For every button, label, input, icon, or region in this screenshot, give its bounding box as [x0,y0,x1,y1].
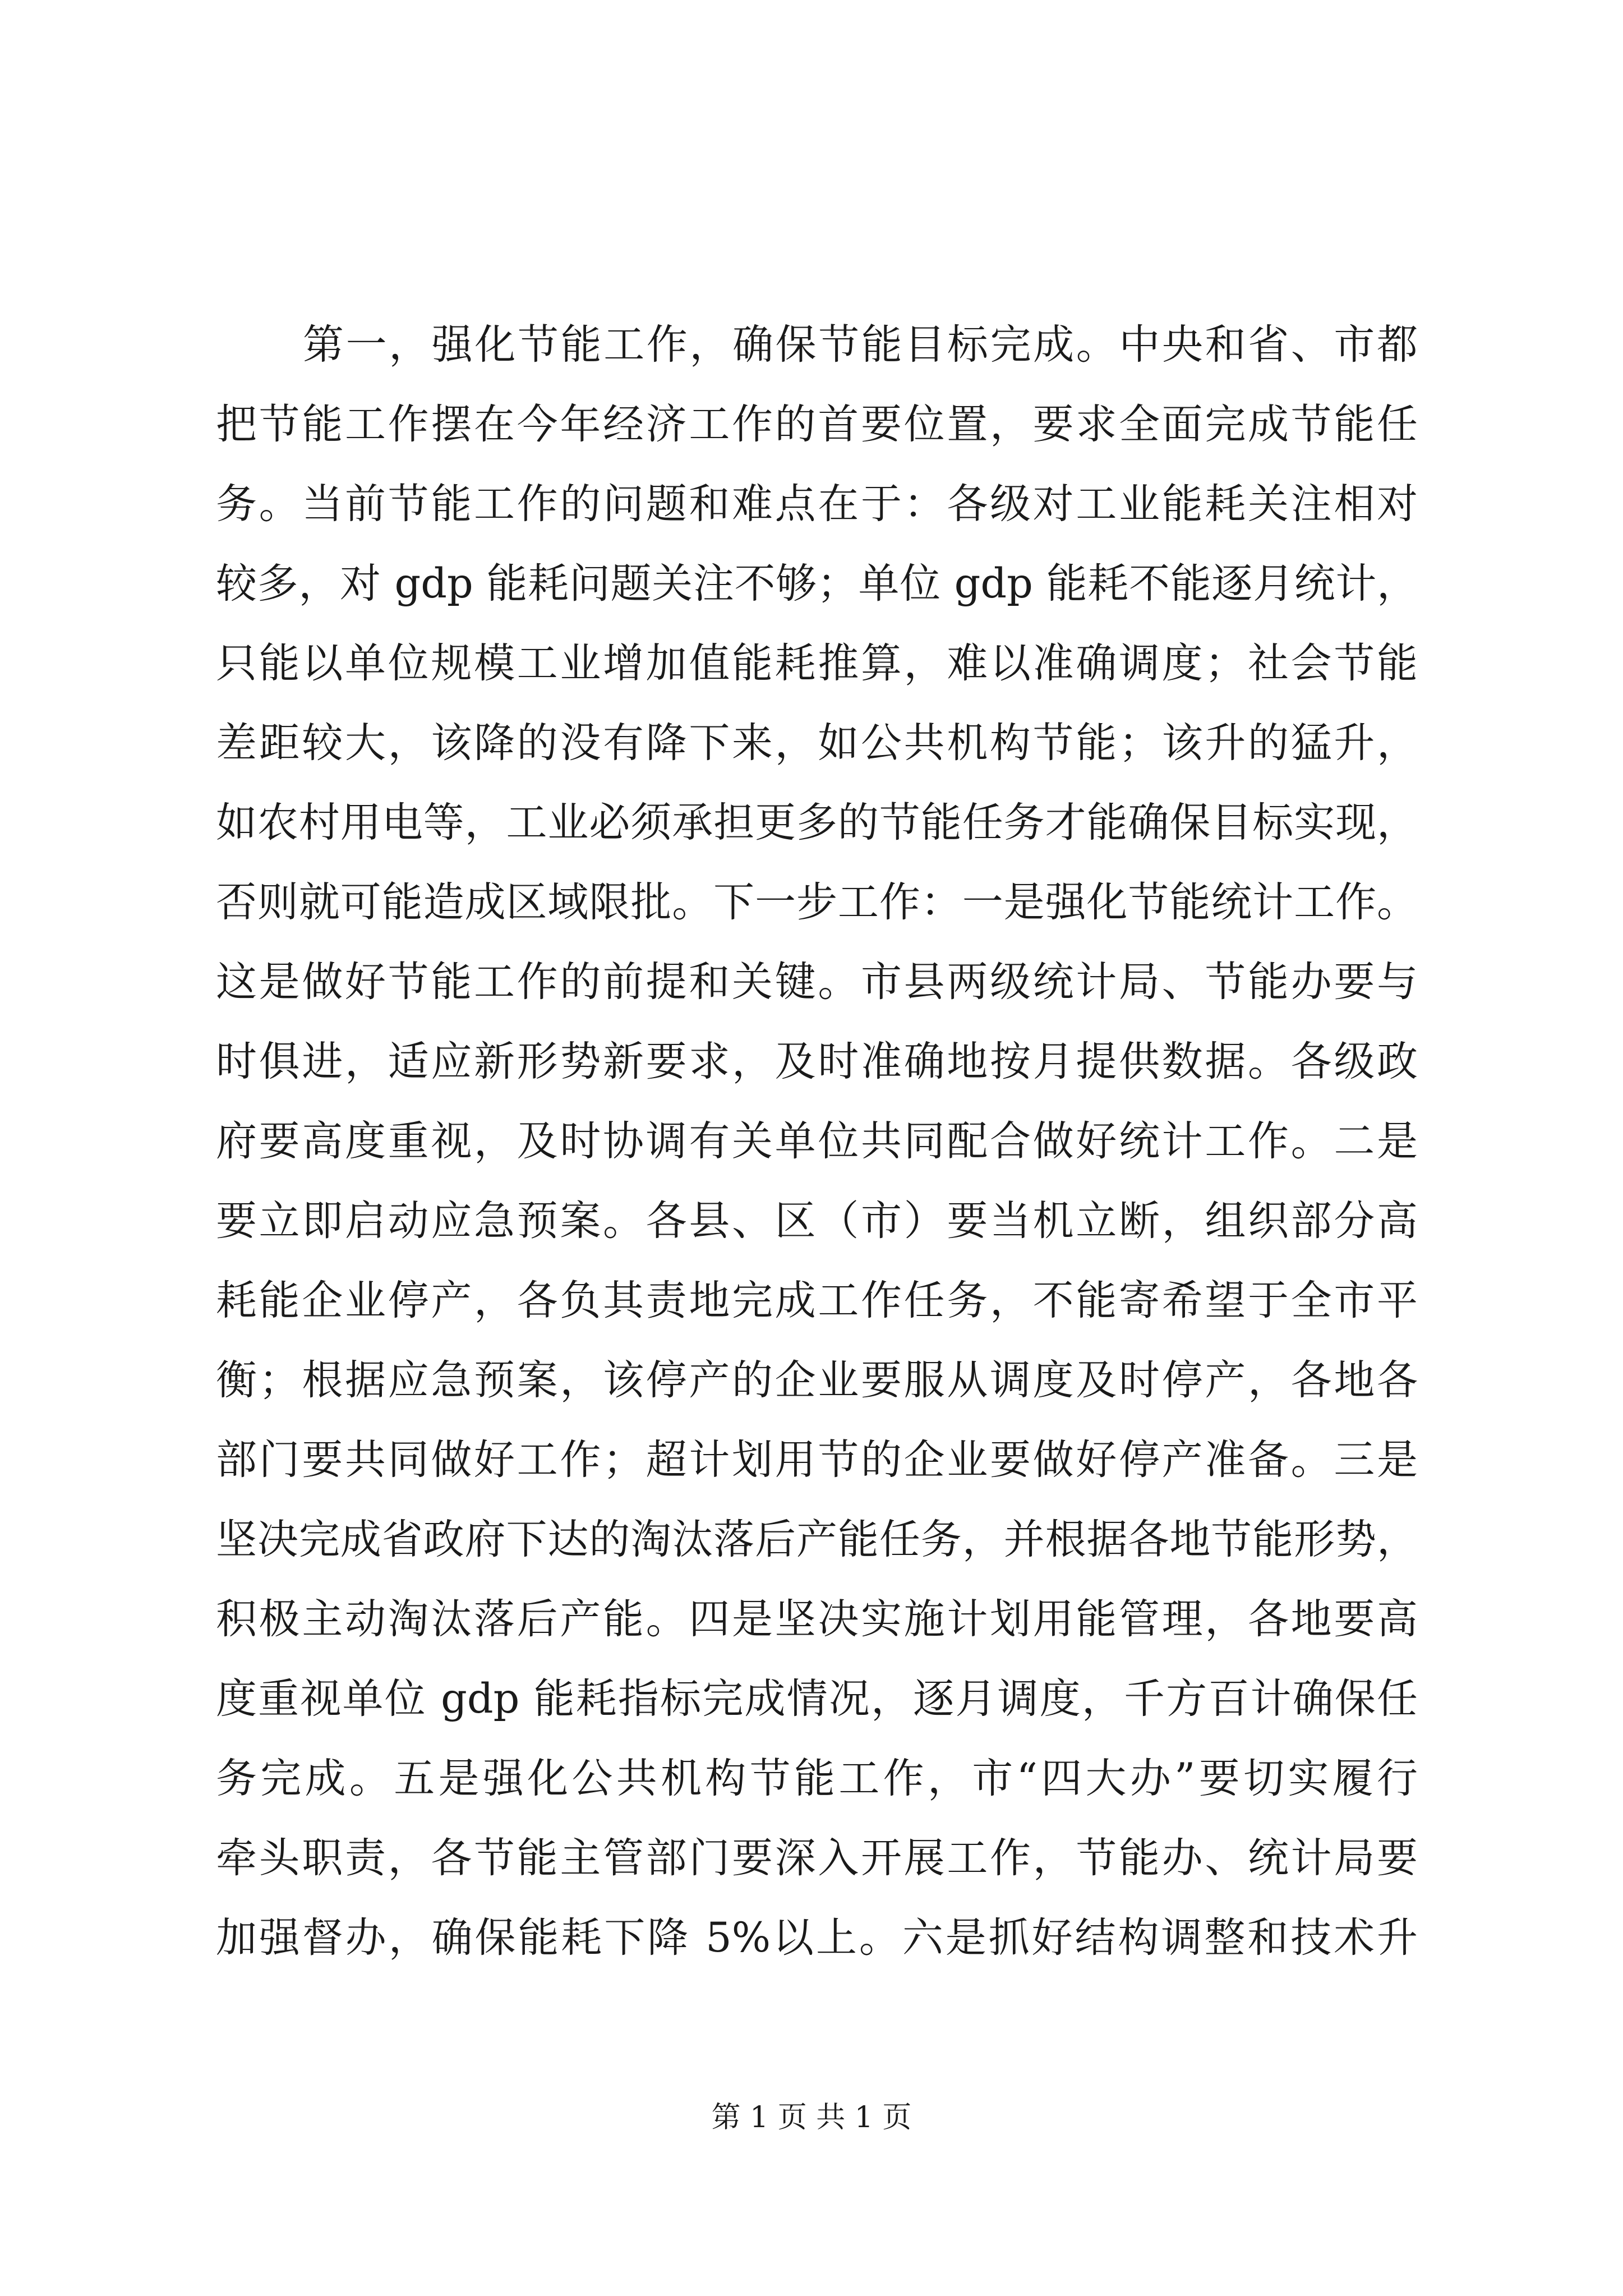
paragraph-line: 牵头职责，各节能主管部门要深入开展工作，节能办、统计局要 [216,1834,1418,1882]
paragraph-line: 务完成。五是强化公共机构节能工作，市“四大办”要切实履行 [216,1755,1418,1802]
paragraph-line: 度重视单位 gdp 能耗指标完成情况，逐月调度，千方百计确保任 [216,1675,1418,1723]
paragraph-line: 第一，强化节能工作，确保节能目标完成。中央和省、市都 [303,321,1418,369]
paragraph-line: 如农村用电等，工业必须承担更多的节能任务才能确保目标实现， [216,799,1418,846]
paragraph-line: 时俱进，适应新形势新要求，及时准确地按月提供数据。各级政 [216,1038,1418,1085]
paragraph-line: 耗能企业停产，各负其责地完成工作任务，不能寄希望于全市平 [216,1277,1418,1324]
paragraph-line: 差距较大，该降的没有降下来，如公共机构节能；该升的猛升， [216,719,1418,767]
paragraph-line: 要立即启动应急预案。各县、区（市）要当机立断，组织部分高 [216,1197,1418,1245]
paragraph-line: 这是做好节能工作的前提和关键。市县两级统计局、节能办要与 [216,958,1418,1006]
paragraph-line: 衡；根据应急预案，该停产的企业要服从调度及时停产，各地各 [216,1356,1418,1404]
paragraph-line: 坚决完成省政府下达的淘汰落后产能任务，并根据各地节能形势， [216,1516,1418,1563]
paragraph-line: 部门要共同做好工作；超计划用节的企业要做好停产准备。三是 [216,1436,1418,1484]
paragraph-line: 积极主动淘汰落后产能。四是坚决实施计划用能管理，各地要高 [216,1595,1418,1643]
page-footer: 第 1 页 共 1 页 [711,2101,912,2134]
paragraph-line: 把节能工作摆在今年经济工作的首要位置，要求全面完成节能任 [216,401,1418,448]
paragraph-line: 否则就可能造成区域限批。下一步工作：一是强化节能统计工作。 [216,878,1418,926]
paragraph-line: 加强督办，确保能耗下降 5%以上。六是抓好结构调整和技术升 [216,1914,1418,1962]
paragraph-line: 府要高度重视，及时协调有关单位共同配合做好统计工作。二是 [216,1117,1418,1165]
paragraph-line: 较多，对 gdp 能耗问题关注不够；单位 gdp 能耗不能逐月统计， [216,560,1418,608]
paragraph-line: 只能以单位规模工业增加值能耗推算，难以准确调度；社会节能 [216,639,1418,687]
paragraph-line: 务。当前节能工作的问题和难点在于：各级对工业能耗关注相对 [216,480,1418,528]
